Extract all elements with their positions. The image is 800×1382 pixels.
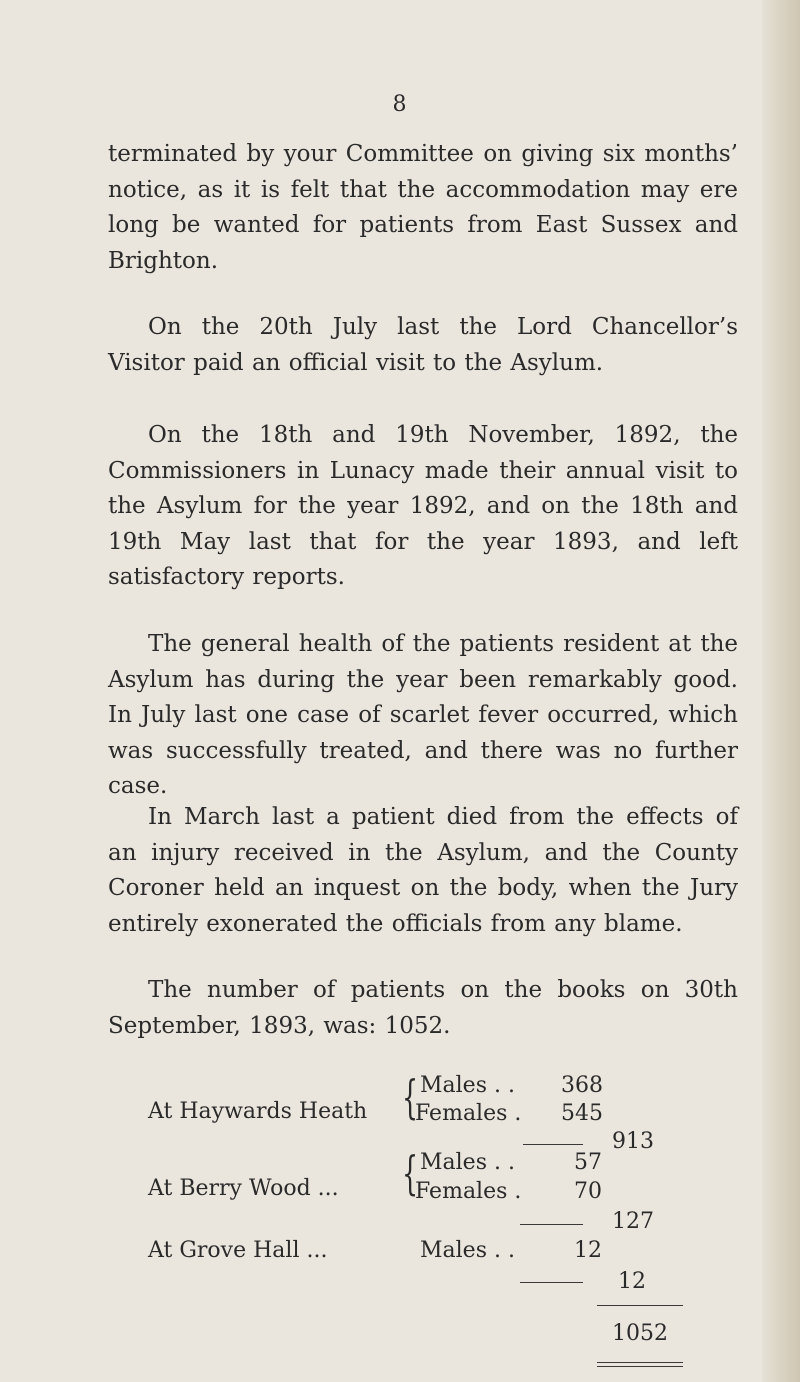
haywards-females-label: Females . — [415, 1101, 522, 1126]
berry-subtotal: 127 — [612, 1209, 654, 1234]
brace-haywards: { — [402, 1070, 419, 1124]
haywards-males-label: Males . . — [420, 1073, 515, 1098]
place-grove-hall: At Grove Hall ... — [148, 1238, 328, 1263]
brace-berry: { — [402, 1146, 419, 1200]
place-haywards-heath: At Haywards Heath — [148, 1099, 368, 1124]
subtotal-rule-berry — [520, 1224, 583, 1225]
total-rule-bottom — [597, 1362, 683, 1367]
berry-males-value: 57 — [574, 1150, 602, 1175]
paragraph-4: The general health of the patients resident at the Asylum has during the year been remarkably good. In July last one case of scarlet fever occurred, which was successfully treated, and there was no further case. — [108, 631, 738, 799]
subtotal-rule-grove — [520, 1282, 583, 1283]
paragraph-2: On the 20th July last the Lord Chancellor’s Visitor paid an official visit to the Asylum. — [108, 314, 738, 376]
paragraph-1: terminated by your Committee on giving six months’ notice, as it is felt that the accommodation may ere long be wanted for patients from East Sussex and Brighton. — [108, 141, 738, 274]
haywards-subtotal: 913 — [612, 1129, 654, 1154]
page-number: 8 — [392, 92, 408, 117]
berry-males-label: Males . . — [420, 1150, 515, 1175]
grand-total: 1052 — [612, 1321, 668, 1346]
place-berry-wood: At Berry Wood ... — [148, 1176, 339, 1201]
total-rule-top — [597, 1305, 683, 1306]
berry-females-label: Females . — [415, 1179, 522, 1204]
haywards-males-value: 368 — [561, 1073, 603, 1098]
paragraph-5: In March last a patient died from the effects of an injury received in the Asylum, and the County Coroner held an inquest on the body, when the Jury entirely exonerated the officials from any blame. — [108, 804, 738, 937]
grove-subtotal: 12 — [618, 1269, 646, 1294]
paragraph-6: The number of patients on the books on 30th September, 1893, was: 1052. — [108, 977, 738, 1039]
haywards-females-value: 545 — [561, 1101, 603, 1126]
berry-females-value: 70 — [574, 1179, 602, 1204]
paragraph-3: On the 18th and 19th November, 1892, the Commissioners in Lunacy made their annual visit to the Asylum for the year 1892, and on the 18th and 19th May last that for the year 1893, and left satisfactory reports. — [108, 422, 738, 590]
subtotal-rule-haywards — [523, 1144, 583, 1145]
grove-males-label: Males . . — [420, 1238, 515, 1263]
grove-males-value: 12 — [574, 1238, 602, 1263]
